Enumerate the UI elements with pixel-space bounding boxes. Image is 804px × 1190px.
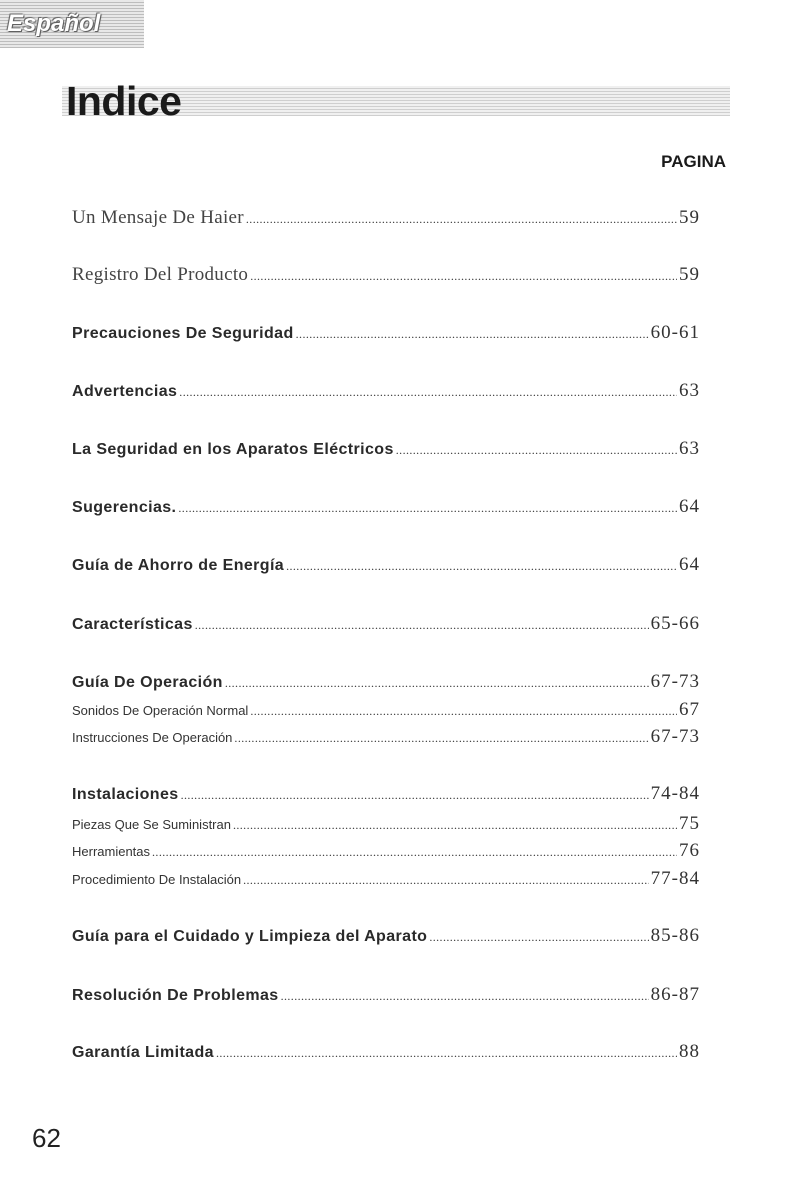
- toc-entry[interactable]: [72, 496, 700, 518]
- toc-entry[interactable]: [72, 613, 700, 635]
- toc-entry-page: 88: [679, 1041, 700, 1062]
- toc-entry-page: 67-73: [650, 671, 700, 692]
- toc-entry-label: Piezas Que Se Suministran: [72, 817, 231, 832]
- dot-leader: [429, 930, 648, 945]
- toc-entry[interactable]: [72, 322, 700, 344]
- dot-leader: [250, 704, 677, 719]
- toc-entry[interactable]: [72, 438, 700, 460]
- toc-entry-label: Instalaciones: [72, 786, 179, 803]
- language-tab: [0, 0, 144, 48]
- toc-entry-page: 75: [679, 813, 700, 834]
- page-number: 62: [32, 1123, 61, 1153]
- toc-entry-label: Resolución De Problemas: [72, 987, 279, 1004]
- toc-entry[interactable]: [72, 207, 700, 229]
- toc-entry[interactable]: [72, 554, 700, 576]
- dot-leader: [281, 989, 649, 1004]
- dot-leader: [296, 327, 649, 342]
- toc-entry[interactable]: [72, 1041, 700, 1063]
- toc-entry-page: 65-66: [650, 613, 700, 634]
- dot-leader: [181, 788, 649, 803]
- toc-entry-label: Guía para el Cuidado y Limpieza del Aparato: [72, 928, 428, 945]
- dot-leader: [246, 212, 677, 227]
- toc-entry-label: Un Mensaje De Haier: [72, 207, 244, 228]
- toc-entry-label: Garantía Limitada: [72, 1044, 214, 1061]
- dot-leader: [250, 269, 677, 284]
- dot-leader: [234, 731, 648, 746]
- toc-entry-label: Sonidos De Operación Normal: [72, 703, 249, 718]
- toc-entry[interactable]: [72, 671, 700, 693]
- toc-entry[interactable]: [72, 925, 700, 947]
- language-label: Español: [7, 10, 101, 37]
- toc-subentry[interactable]: [72, 868, 700, 890]
- page-title: Indice: [66, 78, 182, 124]
- toc-entry-page: 74-84: [650, 783, 700, 804]
- dot-leader: [396, 443, 677, 458]
- toc-entry-label: Sugerencias.: [72, 499, 177, 516]
- dot-leader: [178, 501, 677, 516]
- toc-entry-label: Instrucciones De Operación: [72, 730, 233, 745]
- toc-entry-page: 76: [679, 840, 700, 861]
- toc-entry-page: 64: [679, 496, 700, 517]
- title-bar: [62, 78, 730, 124]
- toc-entry-label: Procedimiento De Instalación: [72, 872, 242, 887]
- dot-leader: [225, 676, 649, 691]
- toc-entry-label: Advertencias: [72, 383, 178, 400]
- toc-subentry[interactable]: [72, 726, 700, 748]
- dot-leader: [286, 559, 677, 574]
- toc-entry-label: Características: [72, 616, 193, 633]
- toc-subentry[interactable]: [72, 840, 700, 862]
- toc-entry-page: 59: [679, 207, 700, 228]
- toc-entry-label: Registro Del Producto: [72, 264, 249, 285]
- toc-subentry[interactable]: [72, 699, 700, 721]
- dot-leader: [233, 818, 677, 833]
- toc-entry-page: 63: [679, 438, 700, 459]
- toc-entry-page: 67-73: [650, 726, 700, 747]
- toc-entry-label: Guía De Operación: [72, 674, 223, 691]
- toc-entry-label: Precauciones De Seguridad: [72, 325, 294, 342]
- toc-entry-page: 60-61: [650, 322, 700, 343]
- dot-leader: [195, 618, 649, 633]
- toc-subentry[interactable]: [72, 813, 700, 835]
- toc-entry-page: 59: [679, 264, 700, 285]
- toc-entry-page: 64: [679, 554, 700, 575]
- toc-entry[interactable]: [72, 264, 700, 286]
- toc-entry-label: Guía de Ahorro de Energía: [72, 557, 285, 574]
- dot-leader: [243, 873, 649, 888]
- toc-entry-page: 63: [679, 380, 700, 401]
- toc-entry-page: 86-87: [650, 984, 700, 1005]
- toc-entry-label: La Seguridad en los Aparatos Eléctricos: [72, 441, 394, 458]
- toc-entry[interactable]: [72, 984, 700, 1006]
- dot-leader: [152, 845, 677, 860]
- toc-entry-label: Herramientas: [72, 844, 151, 859]
- toc-entry-page: 77-84: [650, 868, 700, 889]
- toc-entry-page: 67: [679, 699, 700, 720]
- page-column-heading: PAGINA: [661, 152, 726, 171]
- toc-entry-page: 85-86: [650, 925, 700, 946]
- toc-entry[interactable]: [72, 380, 700, 402]
- dot-leader: [179, 385, 677, 400]
- dot-leader: [216, 1046, 677, 1061]
- toc-entry[interactable]: [72, 783, 700, 805]
